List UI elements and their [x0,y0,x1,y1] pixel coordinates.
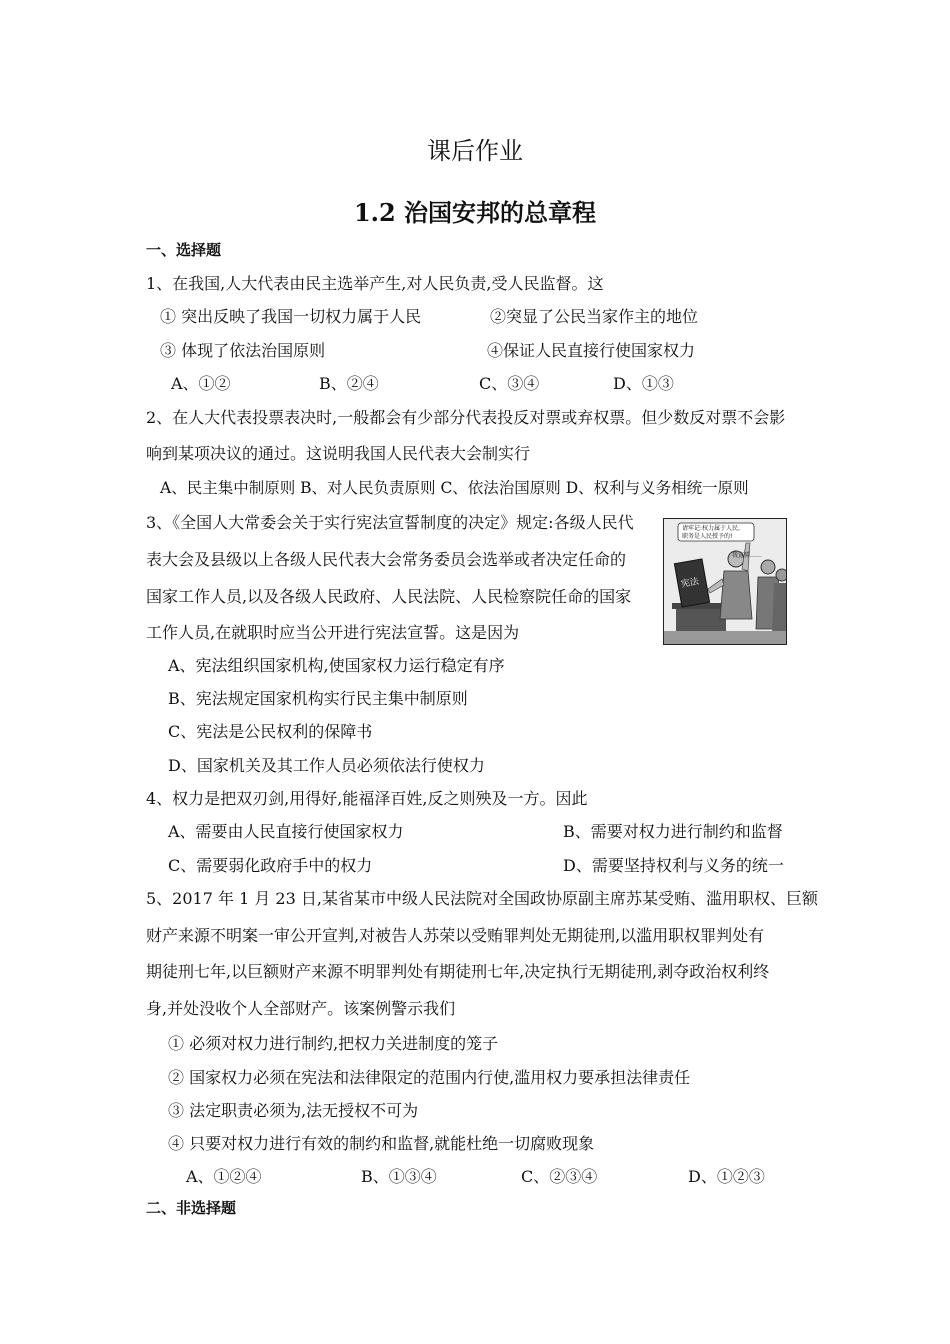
q3-option-c: C、宪法是公民权利的保障书 [168,722,373,741]
q5-stem-line-4: 身,并处没收个人全部财产。该案例警示我们 [146,999,456,1018]
q5-stem-line-2: 财产来源不明案一审公开宣判,对被告人苏荣以受贿罪判处无期徒刑,以滥用职权罪判处有 [146,926,765,945]
q4-option-d: D、需要坚持权利与义务的统一 [563,856,784,875]
q2-options: A、民主集中制原则 B、对人民负责原则 C、依法治国原则 D、权利与义务相统一原则 [160,479,749,497]
q5-option-b: B、①③④ [361,1167,437,1186]
oath-cartoon-image [663,518,787,645]
q3-option-d: D、国家机关及其工作人员必须依法行使权力 [168,756,485,775]
bubble-text-2: 职务是人民授予的! [682,533,733,540]
q1-option-b: B、②④ [319,374,379,393]
q4-stem: 4、权力是把双刃剑,用得好,能福泽百姓,反之则殃及一方。因此 [146,789,588,808]
section-choice-heading: 一、选择题 [146,241,222,259]
q5-stem-line-3: 期徒刑七年,以巨额财产来源不明罪判处有期徒刑七年,决定执行无期徒刑,剥夺政治权利终 [146,962,770,981]
oath-speech: 我宣誓…… [732,552,763,559]
section-nonchoice-heading: 二、非选择题 [146,1199,237,1217]
q5-stem-line-1: 5、2017 年 1 月 23 日,某省某市中级人民法院对全国政协原副主席苏某受贿、滥用职权、巨额 [146,889,818,908]
q1-statement-2: ②突显了公民当家作主的地位 [490,307,699,326]
lesson-title: 1.2 治国安邦的总章程 [353,198,597,227]
bubble-text-1: 请牢记:权力属于人民, [682,525,740,532]
q3-stem-line-3: 国家工作人员,以及各级人民政府、人民法院、人民检察院任命的国家 [146,587,632,606]
q5-option-d: D、①②③ [688,1167,765,1186]
q1-option-d: D、①③ [613,374,674,393]
q1-statement-3: ③ 体现了依法治国原则 [160,341,326,360]
q5-statement-1: ① 必须对权力进行制约,把权力关进制度的笼子 [168,1034,499,1053]
q2-stem-line-2: 响到某项决议的通过。这说明我国人民代表大会制实行 [146,444,531,463]
q4-option-c: C、需要弱化政府手中的权力 [168,856,373,875]
q4-option-a: A、需要由人民直接行使国家权力 [168,822,404,841]
q5-option-c: C、②③④ [521,1167,598,1186]
page-title: 课后作业 [427,137,523,165]
q5-statement-3: ③ 法定职责必须为,法无授权不可为 [168,1101,419,1120]
q5-statement-2: ② 国家权力必须在宪法和法律限定的范围内行使,滥用权力要承担法律责任 [168,1068,691,1087]
q1-option-a: A、①② [171,374,231,393]
q1-option-c: C、③④ [479,374,540,393]
book-label: 宪法 [680,576,700,590]
q3-option-a: A、宪法组织国家机构,使国家权力运行稳定有序 [168,656,505,675]
q4-option-b: B、需要对权力进行制约和监督 [563,822,783,841]
q1-statement-4: ④保证人民直接行使国家权力 [487,341,696,360]
q1-stem: 1、在我国,人大代表由民主选举产生,对人民负责,受人民监督。这 [146,274,604,293]
q2-stem-line-1: 2、在人大代表投票表决时,一般都会有少部分代表投反对票或弃权票。但少数反对票不会影 [146,408,786,427]
q3-stem-line-4: 工作人员,在就职时应当公开进行宪法宣誓。这是因为 [146,623,520,642]
q3-stem-line-2: 表大会及县级以上各级人民代表大会常务委员会选举或者决定任命的 [146,550,627,569]
q5-option-a: A、①②④ [186,1167,262,1186]
q3-stem-line-1: 3、《全国人大常委会关于实行宪法宣誓制度的决定》规定:各级人民代 [146,513,634,532]
q3-option-b: B、宪法规定国家机构实行民主集中制原则 [168,689,468,708]
q1-statement-1: ① 突出反映了我国一切权力属于人民 [160,307,422,326]
q5-statement-4: ④ 只要对权力进行有效的制约和监督,就能杜绝一切腐败现象 [168,1134,595,1153]
